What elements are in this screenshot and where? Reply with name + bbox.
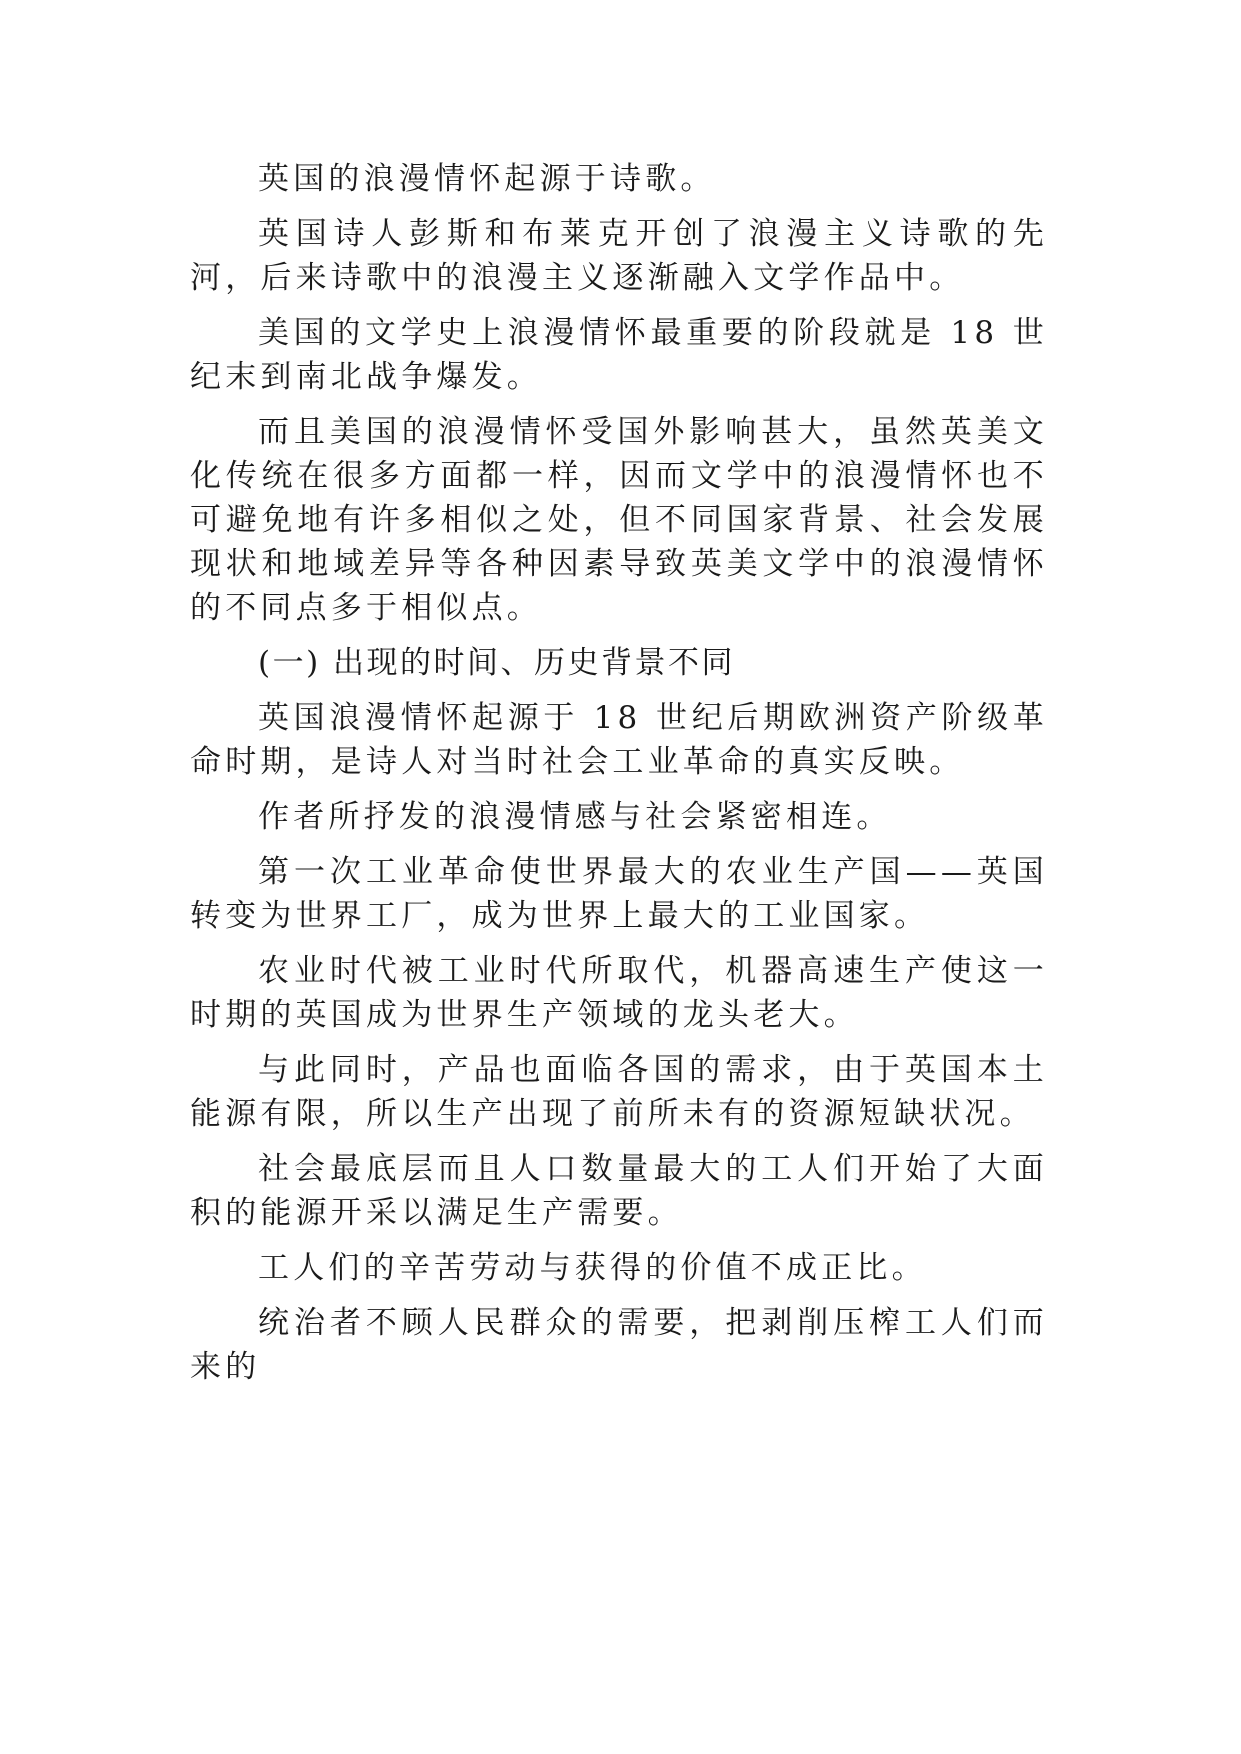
section-heading: (一) 出现的时间、历史背景不同	[258, 645, 736, 681]
paragraph: 英国诗人彭斯和布莱克开创了浪漫主义诗歌的先河，后来诗歌中的浪漫主义逐渐融入文学作品中。	[190, 216, 1048, 296]
paragraph: 英国浪漫情怀起源于 18 世纪后期欧洲资产阶级革命时期，是诗人对当时社会工业革命的真实反映。	[190, 700, 1048, 780]
paragraph: 工人们的辛苦劳动与获得的价值不成正比。	[258, 1250, 927, 1286]
paragraph: 社会最底层而且人口数量最大的工人们开始了大面积的能源开采以满足生产需要。	[190, 1151, 1048, 1231]
paragraph: 农业时代被工业时代所取代，机器高速生产使这一时期的英国成为世界生产领域的龙头老大。	[190, 953, 1048, 1033]
paragraph: 英国的浪漫情怀起源于诗歌。	[258, 161, 716, 197]
paragraph: 与此同时，产品也面临各国的需求，由于英国本土能源有限，所以生产出现了前所未有的资源短缺状况。	[190, 1052, 1048, 1132]
paragraph: 而且美国的浪漫情怀受国外影响甚大，虽然英美文化传统在很多方面都一样，因而文学中的浪漫情怀也不可避免地有许多相似之处，但不同国家背景、社会发展现状和地域差异等各种因素导致英美文学中的浪漫情怀的不同点多于相似点。	[190, 414, 1048, 626]
paragraph: 作者所抒发的浪漫情感与社会紧密相连。	[258, 799, 892, 835]
paragraph: 美国的文学史上浪漫情怀最重要的阶段就是 18 世纪末到南北战争爆发。	[190, 315, 1048, 395]
document-page	[190, 157, 1048, 1400]
paragraph: 统治者不顾人民群众的需要，把剥削压榨工人们而来的	[190, 1305, 1048, 1385]
paragraph: 第一次工业革命使世界最大的农业生产国——英国转变为世界工厂，成为世界上最大的工业国家。	[190, 854, 1048, 934]
